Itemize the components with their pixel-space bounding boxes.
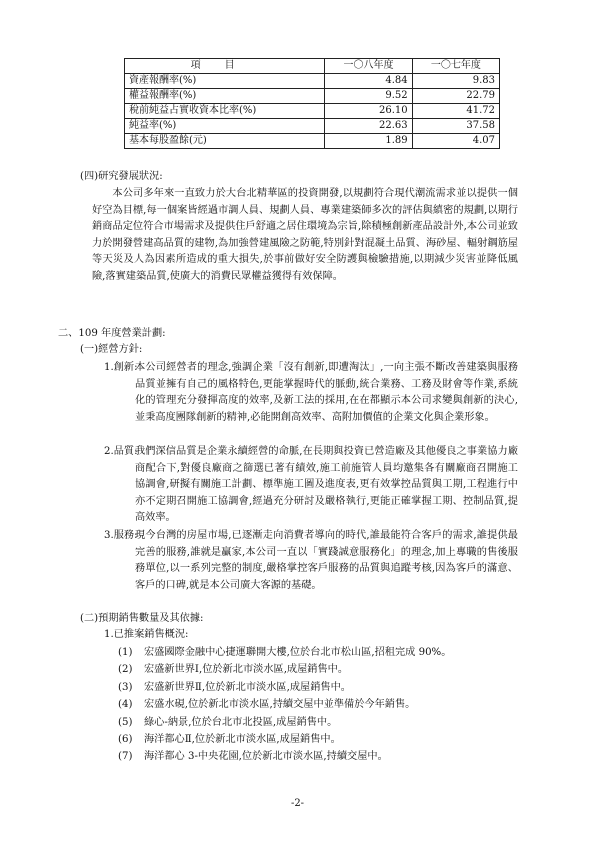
list-item: (3) 宏盛新世界Ⅱ,位於新北市淡水區,成屋銷售中。 bbox=[118, 681, 351, 693]
row-value-108: 4.84 bbox=[325, 74, 412, 89]
header-item: 項目 bbox=[125, 59, 325, 74]
table-row bbox=[125, 89, 500, 104]
policy-label: 2.品質: bbox=[104, 446, 138, 457]
policy-body: 現今台灣的房屋市場,已逐漸走向消費者導向的時代,誰最能符合客戶的需求,誰提供最完善的服務,誰就是贏家,本公司一直以「實踐誠意服務化」的理念,加上專職的售後服務單位,以一系列完整的制度,嚴格掌控客戶服務的品質與追蹤考核,因為客戶的滿意、客戶的口碑,就是本公司廣大客源的基礎。 bbox=[135, 530, 518, 591]
row-label: 純益率(%) bbox=[125, 119, 325, 134]
table-row bbox=[125, 104, 500, 119]
row-label: 權益報酬率(%) bbox=[125, 89, 325, 104]
policy-quality bbox=[104, 444, 518, 527]
expected-sales-title: (二)預期銷售數量及其依據: bbox=[80, 613, 204, 624]
table-row bbox=[125, 74, 500, 89]
chapter-2-title: 二、109 年度營業計劃: bbox=[58, 328, 166, 339]
section-4-title: (四)研究發展狀況: bbox=[80, 171, 163, 182]
row-value-107: 22.79 bbox=[412, 89, 499, 104]
policy-label: 3.服務: bbox=[104, 530, 138, 541]
row-label: 稅前純益占實收資本比率(%) bbox=[125, 104, 325, 119]
row-value-107: 9.83 bbox=[412, 74, 499, 89]
list-item: (4) 宏盛水硯,位於新北市淡水區,持續交屋中並準備於今年銷售。 bbox=[118, 699, 416, 711]
table-header-row bbox=[125, 59, 500, 74]
row-value-108: 26.10 bbox=[325, 104, 412, 119]
policy-service bbox=[104, 528, 518, 594]
header-col-2: 一〇七年度 bbox=[412, 59, 499, 74]
row-value-107: 37.58 bbox=[412, 119, 499, 134]
policy-body: 本公司經營者的理念,強調企業「沒有創新,即遭淘汰」,一向主張不斷改善建築與服務品質並擁有自己的風格特色,更能掌握時代的脈動,統合業務、工務及財會等作業,系統化的管理充分發揮高度的效率,及新工法的採用,在在都顯示本公司求變與創新的決心,並秉高度團隊創新的精神,必能開創高效率、高附加價值的企業文化與企業形象。 bbox=[135, 362, 518, 423]
row-value-108: 9.52 bbox=[325, 89, 412, 104]
row-label: 基本每股盈餘(元) bbox=[125, 134, 325, 149]
list-item: (5) 綠心-納景,位於台北市北投區,成屋銷售中。 bbox=[118, 716, 338, 728]
financial-ratio-table bbox=[124, 58, 500, 149]
page-number: -2- bbox=[290, 798, 305, 809]
table-row bbox=[125, 134, 500, 149]
project-list bbox=[118, 644, 451, 766]
table-row bbox=[125, 119, 500, 134]
policy-body: 我們深信品質是企業永續經營的命脈,在長期與投資已營造廠及其他優良之事業協力廠商配合下,對優良廠商之篩選已著有績效,施工前施管人員均邀集各有關廠商召開施工協調會,研擬有關施工計劃、標準施工圖及進度表,更有效掌控品質與工期,工程進行中亦不定期召開施工協調會,經過充分研討及嚴格執行,更能正確掌握工期、控制品質,提高效率。 bbox=[135, 446, 518, 524]
row-value-107: 4.07 bbox=[412, 134, 499, 149]
header-col-1: 一〇八年度 bbox=[325, 59, 412, 74]
row-value-108: 22.63 bbox=[325, 119, 412, 134]
section-4-body: 本公司多年來一直致力於大台北精華區的投資開發,以規劃符合現代潮流需求並以提供一個好空為目標,每一個案皆經過市調人員、規劃人員、專業建築師多次的評估與縝密的規劃,以期行銷商品定位符合市場需求及提供住戶舒適之居住環境為宗旨,除積極創新產品設計外,本公司並致力於開發營建高品質的建物,為加強營建風險之防範,特別針對混凝土品質、海砂屋、輻射鋼筋屋等天災及人為因素所造成的重大損失,於事前做好安全防護與檢驗措施,以期減少災害並降低風險,落實建築品質,使廣大的消費民眾權益獲得有效保障。 bbox=[92, 188, 518, 282]
list-item: (2) 宏盛新世界Ⅰ,位於新北市淡水區,成屋銷售中。 bbox=[118, 664, 349, 676]
policy-innovation bbox=[104, 360, 518, 426]
policy-label: 1.創新: bbox=[104, 362, 138, 373]
row-value-107: 41.72 bbox=[412, 104, 499, 119]
launched-projects-title: 1.已推案銷售概況: bbox=[104, 629, 189, 640]
operating-policy-title: (一)經營方針: bbox=[80, 344, 143, 355]
row-value-108: 1.89 bbox=[325, 134, 412, 149]
list-item: (6) 海洋都心Ⅱ,位於新北市淡水區,成屋銷售中。 bbox=[118, 733, 341, 745]
list-item: (1) 宏盛國際金融中心捷運聯開大樓,位於台北市松山區,招租完成 90%。 bbox=[118, 647, 452, 658]
row-label: 資產報酬率(%) bbox=[125, 74, 325, 89]
list-item: (7) 海洋都心 3-中央花園,位於新北市淡水區,持續交屋中。 bbox=[118, 751, 388, 763]
